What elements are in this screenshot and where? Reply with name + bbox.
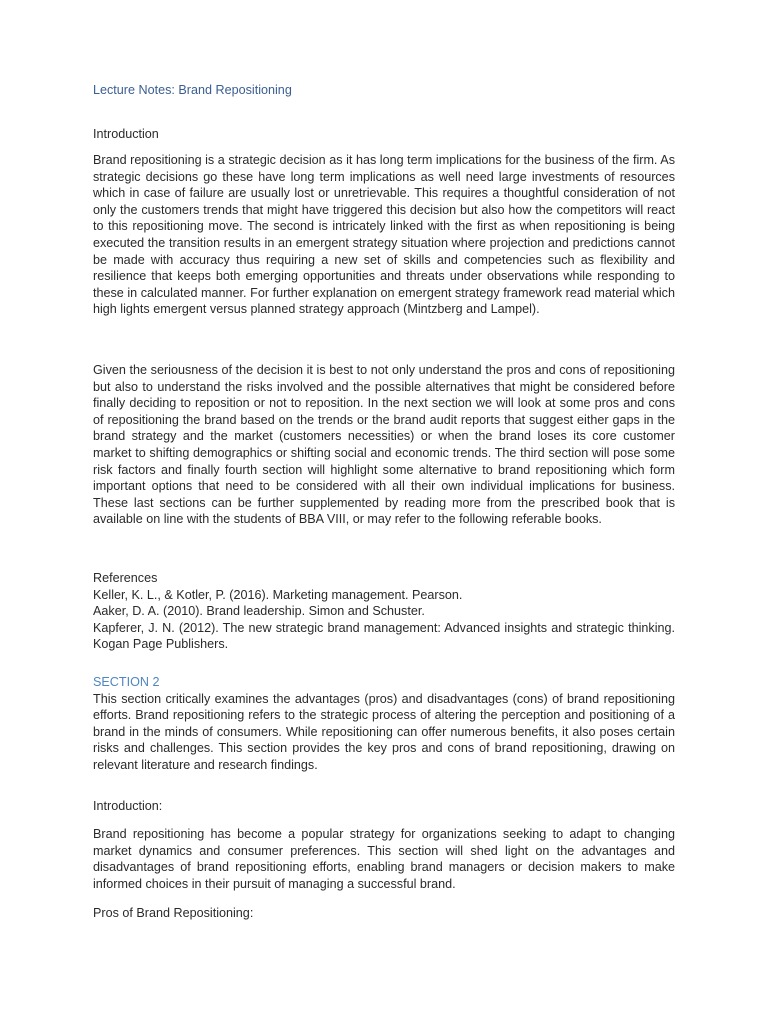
section-2-block (93, 674, 675, 774)
section-2-paragraph: This section critically examines the advantages (pros) and disadvantages (cons) of brand repositioning efforts. Brand repositioning refers to the strategic process of altering the perception and positioning of a brand in the minds of consumers. While repositioning can offer numerous benefits, it also poses certain risks and challenges. This section provides the key pros and cons of brand repositioning, drawing on relevant literature and research findings. (93, 691, 675, 772)
references-heading: References (93, 571, 158, 585)
introduction-paragraph-1: Brand repositioning is a strategic decision as it has long term implications for the business of the firm. As strategic decisions go these have long term implications as well need large investments of resources which in case of failure are usually lost or unretrievable. This requires a thoughtful consideration of not only the customers trends that might have triggered this decision but also how the competitors will react to this repositioning move. The second is intricately linked with the first as when repositioning is being executed the transition results in an emergent strategy situation where projection and predictions cannot be made with accuracy thus requiring a new set of skills and competencies such as flexibility and resilience that keeps both emerging opportunities and threats under observations while responding to these in calculated manner. For further explanation on emergent strategy framework read material which high lights emergent versus planned strategy approach (Mintzberg and Lampel). (93, 153, 675, 317)
introduction-paragraph-2: Given the seriousness of the decision it is best to not only understand the pros and cons of repositioning but also to understand the risks involved and the possible alternatives that might be considered before finally deciding to reposition or not to reposition. In the next section we will look at some pros and cons of repositioning the brand based on the trends or the brand audit reports that suggest either gaps in the brand strategy and the market (customers necessities) or when the brand loses its core customer market to shifting demographics or shifting social and economic trends. The third section will pose some risk factors and finally fourth section will highlight some alternative to brand repositioning which form important options that need to be considered with all their own individual implications for business. These last sections can be further supplemented by reading more from the prescribed book that is available on line with the students of BBA VIII, or may refer to the following referable books. (93, 363, 675, 527)
section-2-introduction-paragraph-block (93, 826, 675, 892)
reference-item: Kapferer, J. N. (2012). The new strategic brand management: Advanced insights and strategic thinking. Kogan Page Publishers. (93, 620, 675, 652)
section-2-introduction-paragraph: Brand repositioning has become a popular strategy for organizations seeking to adapt to changing market dynamics and consumer preferences. This section will shed light on the advantages and disadvantages of brand repositioning efforts, enabling brand managers or decision makers to make informed choices in their pursuit of managing a successful brand. (93, 827, 675, 891)
introduction-heading: Introduction (93, 127, 159, 141)
references-list (93, 587, 675, 653)
introduction-paragraph-2-block (93, 362, 675, 528)
introduction-heading-block (93, 126, 675, 143)
document-title: Lecture Notes: Brand Repositioning (93, 83, 292, 97)
reference-item: Aaker, D. A. (2010). Brand leadership. Simon and Schuster. (93, 604, 425, 619)
section-2-heading: SECTION 2 (93, 675, 160, 689)
pros-heading-block (93, 905, 675, 922)
section-2-introduction-heading: Introduction: (93, 799, 163, 813)
introduction-paragraph-1-block (93, 152, 675, 318)
references-block (93, 570, 675, 653)
pros-heading: Pros of Brand Repositioning: (93, 906, 254, 920)
section-2-introduction-heading-block (93, 798, 675, 815)
reference-item: Keller, K. L., & Kotler, P. (2016). Marketing management. Pearson. (93, 587, 463, 602)
